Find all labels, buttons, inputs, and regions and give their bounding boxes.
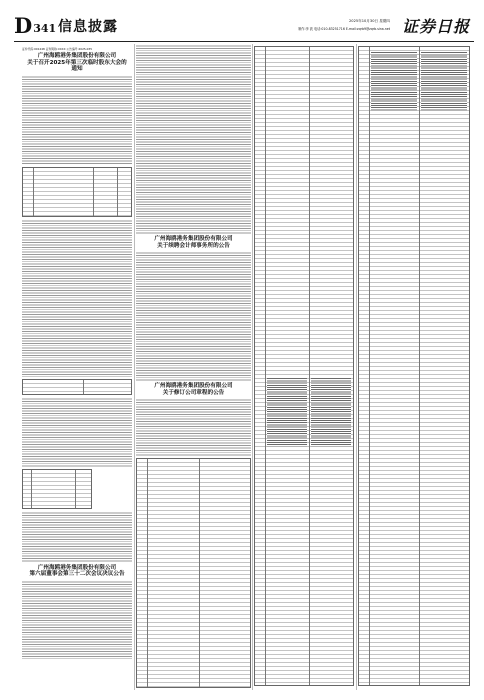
column-divider (252, 44, 253, 690)
articles-comparison-table (358, 46, 470, 686)
date-line: 2025年10月30日 星期四 (349, 19, 390, 23)
voting-table (22, 469, 92, 509)
body-text (22, 511, 132, 563)
section-title: 信息披露 (58, 19, 118, 35)
column-divider (134, 44, 135, 690)
articles-comparison-table (136, 458, 251, 688)
masthead (14, 14, 474, 40)
page-code: D341 (14, 13, 57, 38)
editor-line: 制作:李 波 电话:010-83251716 E-mail:zqrb9@zqrb.sina.net (298, 27, 390, 31)
articles-comparison-table (254, 46, 354, 686)
announcement-headline (22, 53, 132, 73)
headline-title: 关于修订公司章程的公告 (162, 389, 225, 396)
company-name: 广州海鸥港务集团股份有限公司 (37, 564, 117, 571)
headline-title: 关于续聘会计师事务所的公告 (157, 242, 230, 249)
body-text (22, 219, 132, 377)
announcement-headline (136, 236, 251, 249)
body-text (136, 251, 251, 381)
headline-title: 第六届董事会第三十二次会议决议公告 (29, 571, 125, 578)
announcement-headline (136, 383, 251, 396)
dense-text-block (267, 377, 307, 447)
announcement-code-line: 证券代码:001248 证券简称:XXXX 公告编号:2025-035 (22, 47, 92, 51)
company-name: 广州海鸥港务集团股份有限公司 (154, 383, 233, 390)
column-1 (22, 44, 132, 690)
headline-title: 关于召开2025年第三次临时股东大会的 (27, 59, 127, 66)
summary-table (22, 379, 132, 395)
dense-text-block (311, 377, 351, 447)
proposal-table (22, 167, 132, 217)
column-divider (356, 44, 357, 690)
body-text (22, 397, 132, 467)
company-name: 广州海鸥港务集团股份有限公司 (37, 53, 117, 59)
brand-logo: 证券日报 (401, 17, 470, 36)
header-rule (14, 41, 474, 42)
body-text (22, 580, 132, 660)
company-name: 广州海鸥港务集团股份有限公司 (154, 236, 233, 242)
column-3 (254, 44, 354, 690)
announcement-headline (22, 565, 132, 578)
page-number: 341 (33, 22, 57, 35)
headline-title-cont: 通知 (71, 66, 83, 73)
body-text (136, 398, 251, 456)
body-text (136, 44, 251, 234)
dense-text-block (371, 51, 417, 111)
column-2 (136, 44, 251, 690)
body-text (22, 75, 132, 165)
dense-text-block (421, 51, 467, 111)
column-4 (358, 44, 470, 690)
